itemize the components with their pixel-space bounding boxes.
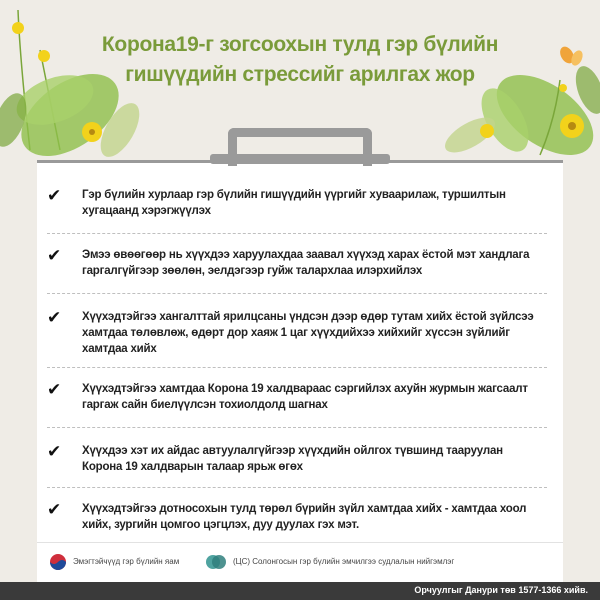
- check-icon: ✔: [47, 308, 62, 327]
- list-item-text: Хүүхэдтэйгээ хамтдаа Корона 19 халдвараас сэргийлэх ахуйн журмын жагсаалт гаргаж сайн биелүүлсэн тохиолдолд шагнах: [82, 383, 528, 411]
- check-icon: ✔: [47, 246, 62, 265]
- title-line-1: Корона19-г зогсоохын тулд гэр бүлийн: [101, 33, 499, 56]
- check-icon: ✔: [47, 380, 62, 399]
- footer: [37, 542, 563, 583]
- ministry-logo-icon: [49, 553, 67, 571]
- divider: [47, 293, 547, 294]
- translation-credit: Орчуулгыг Данури төв 1577-1366 хийв.: [414, 585, 588, 595]
- association-logo-icon: [205, 552, 227, 572]
- clipboard-clip-bar: [210, 154, 390, 164]
- list-item-text: Хүүхэдтэйгээ хангалттай ярилцсаны үндсэн дээр өдөр тутам хийх ёстой зүйлсээ хамтдаа төлөвлөж, өдөрт дор хаяж 1 цаг хүүхдийхээ хийхийг хүссэн зүйлийг хамтдаа хийх: [82, 311, 534, 355]
- clipboard-card: [37, 160, 563, 545]
- org-name-ministry: Эмэгтэйчүүд гэр бүлийн яам: [73, 557, 180, 566]
- org-name-association: (ЦС) Солонгосын гэр бүлийн эмчилгээ судлалын нийгэмлэг: [233, 557, 455, 566]
- divider: [47, 367, 547, 368]
- divider: [47, 233, 547, 234]
- check-icon: ✔: [47, 500, 62, 519]
- list-item-text: Хүүхэдтэйгээ дотносохын тулд төрөл бүрийн зүйл хамтдаа хийх - хамтдаа хоол хийх, зургийн цомгоо цэгцлэх, дуу дуулах гэх мэт.: [82, 503, 527, 531]
- list-item-text: Эмээ өвөөгөөр нь хүүхдээ харуулахдаа заавал хүүхэд харах ёстой мэт хандлага гаргалгүйгээр зөөлөн, эелдэгээр гуйж талархлаа илэрхийлэх: [82, 249, 530, 277]
- divider: [47, 487, 547, 488]
- page-title: [0, 30, 600, 90]
- list-item-text: Хүүхдээ хэт их айдас автуулалгүйгээр хүүхдийн ойлгох түвшинд тааруулан Корона 19 халдварын талаар ярьж өгөх: [82, 445, 503, 473]
- list-item-text: Гэр бүлийн хурлаар гэр бүлийн гишүүдийн үүргийг хуваарилаж, туршилтын хугацаанд хэрэгжүүлэх: [82, 189, 506, 217]
- check-icon: ✔: [47, 442, 62, 461]
- divider: [47, 427, 547, 428]
- title-line-2: гишүүдийн стрессийг арилгах жор: [125, 63, 475, 86]
- bottom-bar: [0, 582, 600, 600]
- check-icon: ✔: [47, 186, 62, 205]
